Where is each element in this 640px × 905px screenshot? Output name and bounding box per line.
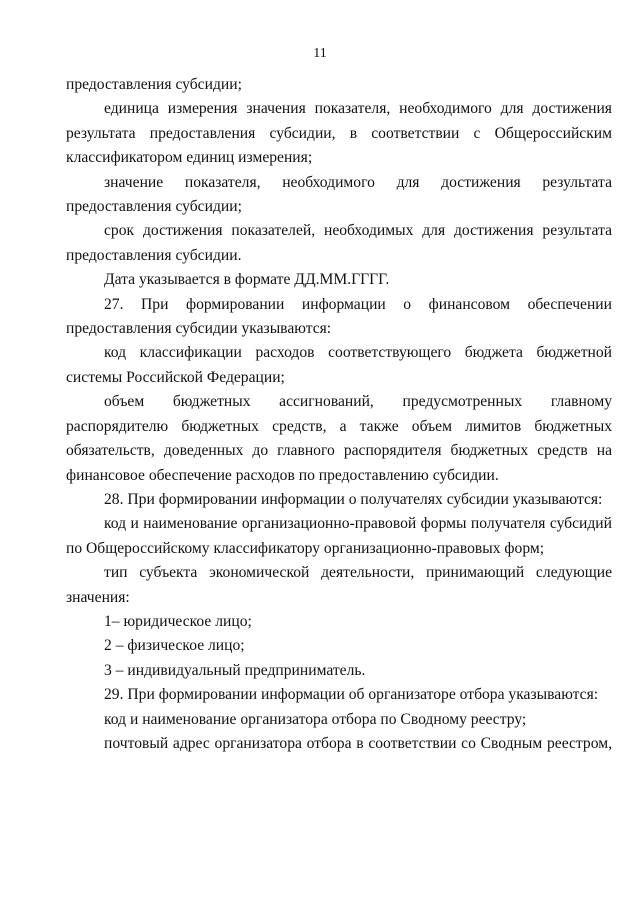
paragraph-organizer-address: почтовый адрес организатора отбора в соответствии со Сводным реестром, [104, 734, 612, 752]
list-item-legal-entity: 1– юридическое лицо; [104, 612, 252, 630]
list-item-entrepreneur: 3 – индивидуальный предприниматель. [104, 661, 366, 679]
document-body [66, 73, 612, 756]
page-number: 11 [313, 46, 327, 61]
paragraph-indicator-value: значение показателя, необходимого для достижения результата предоставления субсидии; [66, 173, 612, 216]
paragraph-continuation: предоставления субсидии; [66, 76, 242, 93]
paragraph-deadline: срок достижения показателей, необходимых для достижения результата предоставления субсидии. [66, 222, 612, 264]
list-item-individual: 2 – физическое лицо; [104, 637, 245, 655]
paragraph-item-29: 29. При формировании информации об организаторе отбора указываются: [104, 686, 599, 704]
paragraph-item-28: 28. При формировании информации о получателях субсидии указываются: [104, 490, 603, 508]
paragraph-entity-type: тип субъекта экономической деятельности, принимающий следующие значения: [66, 564, 612, 606]
paragraph-allocations: объем бюджетных ассигнований, предусмотренных главному распорядителю бюджетных средств, а также объем лимитов бюджетных обязательств, доведенных до главного распорядителя бюджетных средств на финансовое обеспечение расходов по предоставлению субсидии. [66, 393, 612, 484]
paragraph-unit-of-measure: единица измерения значения показателя, необходимого для достижения результата предоставления субсидии, в соответствии с Общероссийским классификатором единиц измерения; [66, 100, 612, 167]
paragraph-budget-code: код классификации расходов соответствующего бюджета бюджетной системы Российской Федерации; [66, 344, 612, 386]
paragraph-legal-form: код и наименование организационно-правовой формы получателя субсидий по Общероссийскому классификатору организационно-правовых форм; [66, 515, 612, 557]
paragraph-date-format: Дата указывается в формате ДД.ММ.ГГГГ. [104, 271, 390, 289]
paragraph-organizer-code: код и наименование организатора отбора по Сводному реестру; [104, 710, 527, 728]
paragraph-item-27: 27. При формировании информации о финансовом обеспечении предоставления субсидии указываются: [66, 295, 612, 338]
